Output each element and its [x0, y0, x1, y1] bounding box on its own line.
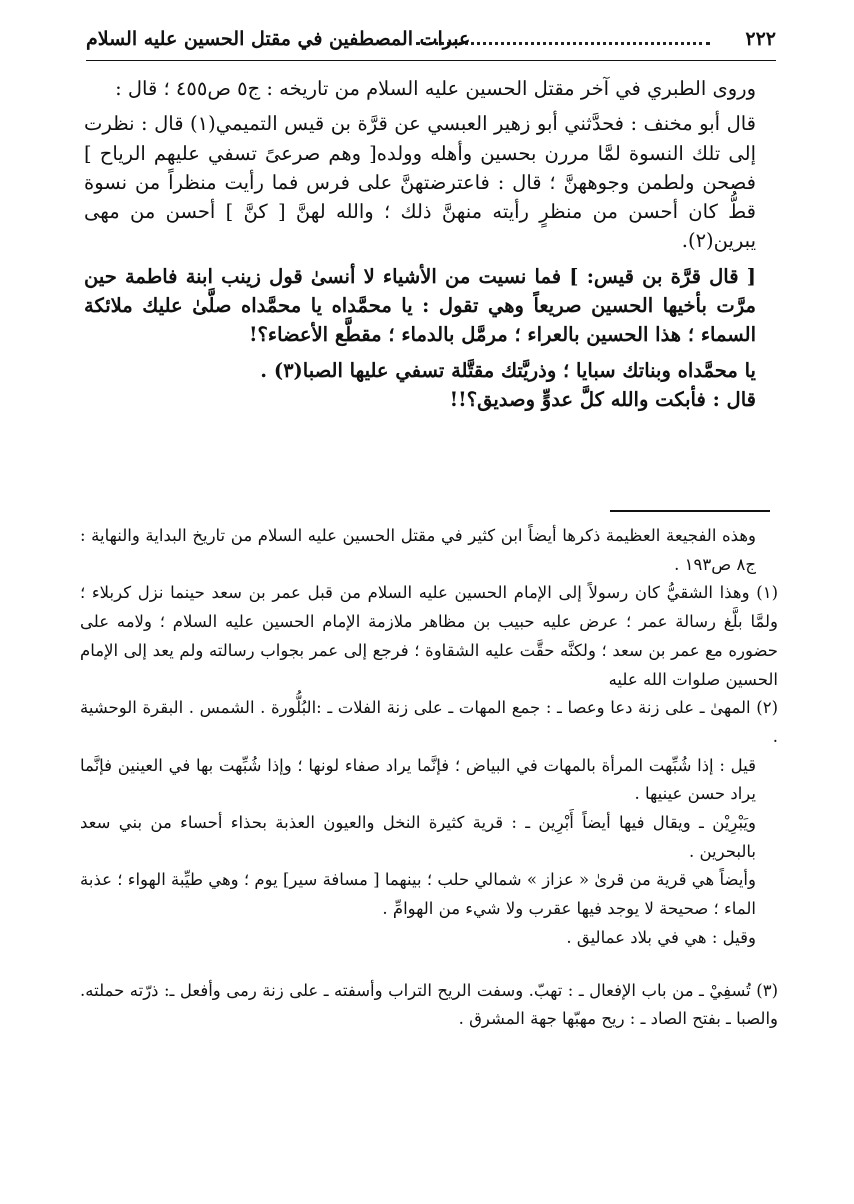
footnote-2-yabrin: ويَبْرِيْن ـ ويقال فيها أيضاً أَبْرِين ـ : قرية كثيرة النخل والعيون العذبة بحذاء أحساء من بني سعد بالبحرين .	[80, 813, 756, 861]
main-text	[84, 74, 778, 420]
footnote-separator	[610, 510, 770, 512]
footnotes	[80, 522, 778, 1034]
paragraph-zaynab-lament: [ قال قرَّة بن قيس: ] فما نسيت من الأشياء لا أنسىٰ قول زينب ابنة فاطمة حين مرَّت بأخيها الحسين صريعاً وهي تقول : يا محمَّداه يا محمَّداه صلَّىٰ عليك ملائكة السماء ؛ هذا الحسين بالعراء ؛ مرمَّل بالدماء ؛ مقطَّع الأعضاء؟!	[84, 264, 756, 347]
footnote-3: (٣) تُسفِيْ ـ من باب الإفعال ـ : تهبّ. وسفت الريح التراب وأسفته ـ على زنة رمى وأفعل ـ: ذرّته حملته. والصبا ـ بفتح الصاد ـ : ريح مهبّها جهة المشرق .	[80, 980, 778, 1029]
page-number: ٢٢٢	[745, 28, 776, 50]
footnote-intro: وهذه الفجيعة العظيمة ذكرها أيضاً ابن كثير في مقتل الحسين عليه السلام من تاريخ البداية والنهاية : ج٨ ص١٩٣ .	[80, 526, 756, 574]
paragraph-zaynab-lament-cont: يا محمَّداه وبناتك سبايا ؛ وذريَّتك مقتَّلة تسفي عليها الصبا(٣) .	[260, 358, 756, 382]
header-rule	[86, 60, 776, 61]
paragraph-tabari-intro: وروى الطبري في آخر مقتل الحسين عليه السلام من تاريخه : ج٥ ص٤٥٥ ؛ قال :	[115, 77, 756, 100]
paragraph-closing: قال : فأبكت والله كلَّ عدوٍّ وصديق؟!!	[449, 387, 756, 411]
footnote-2-amaliq: وقيل : هي في بلاد عماليق .	[566, 927, 756, 947]
running-title: عبرات المصطفين في مقتل الحسين عليه السلام	[86, 28, 471, 50]
page-header	[86, 26, 776, 58]
footnote-1: (١) وهذا الشقيُّ كان رسولاً إلى الإمام الحسين عليه السلام من قبل عمر بن سعد حينما نزل كربلاء ؛ ولمَّا بلَّغ رسالة عمر ؛ عرض عليه حبيب بن مظاهر ملازمة الإمام الحسين عليه السلام ؛ ولامه على حضوره مع عمر بن سعد ؛ ولكنَّه حقَّت عليه الشقاوة ؛ فرجع إلى عمر بجواب رسالته ولم يعد إلى الإمام الحسين صلوات الله عليه	[80, 583, 778, 689]
footnote-2-comment: قيل : إذا شُبِّهت المرأة بالمهات في البياض ؛ فإنَّما يراد صفاء لونها ؛ وإذا شُبِّهت بها في العينين فإنَّما يراد حسن عينيها .	[80, 755, 756, 804]
footnote-2-azaz: وأيضاً هي قرية من قرىٰ « عزاز » شمالي حلب ؛ بينهما [ مسافة سير] يوم ؛ وهي طيِّبة الهواء ؛ عذبة الماء ؛ صحيحة لا يوجد فيها عقرب ولا شيء من الهوامِّ .	[80, 870, 756, 919]
paragraph-abu-mikhnaf: قال أبو مخنف : فحدَّثني أبو زهير العبسي عن قرَّة بن قيس التميمي(١) قال : نظرت إلى تلك النسوة لمَّا مررن بحسين وأهله وولده[ وهم صرعىً تسفي عليهم الرياح ] فصحن ولطمن وجوههنَّ ؛ قال : فاعترضتهنَّ على فرس فما رأيت منظراً من نسوة قطُّ كان أحسن من منظرٍ رأيته منهنَّ ذلك ؛ والله لهنَّ [ كنَّ ] أحسن من مهى يبرين(٢).	[84, 112, 756, 253]
footnote-2: (٢) المهىٰ ـ على زنة دعا وعصا ـ : جمع المهات ـ على زنة الفلات ـ :البُلُّورة . الشمس . البقرة الوحشية .	[80, 698, 778, 746]
